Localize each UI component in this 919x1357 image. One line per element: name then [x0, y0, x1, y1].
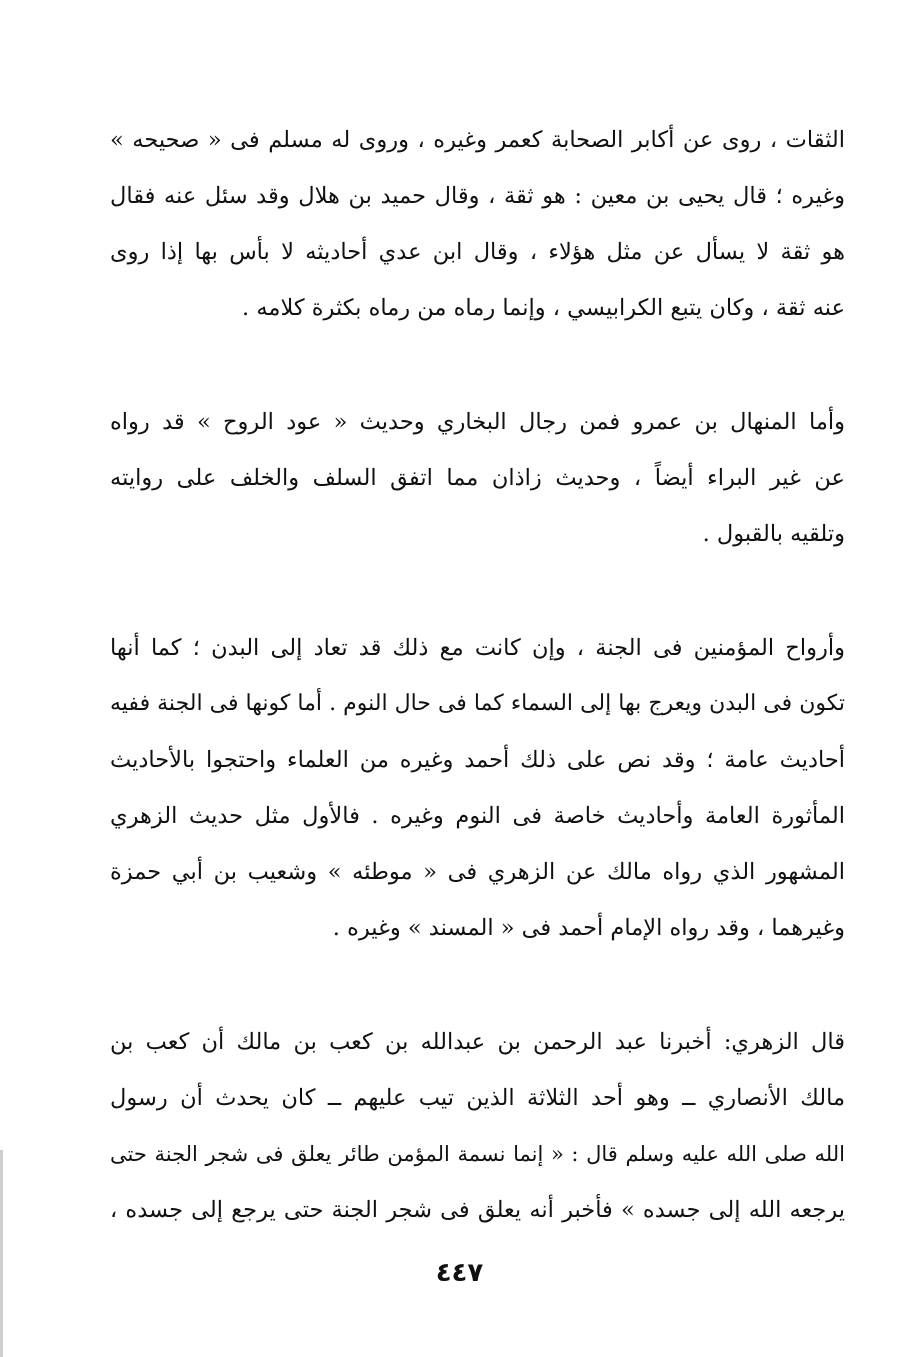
- text-line: هو ثقة لا يسأل عن مثل هؤلاء ، وقال ابن عدي أحاديثه لا بأس بها إذا روى: [110, 239, 845, 265]
- text-line: وأرواح المؤمنين فى الجنة ، وإن كانت مع ذلك قد تعاد إلى البدن ؛ كما أنها: [110, 635, 845, 661]
- paragraph-1: [110, 112, 845, 336]
- text-line: يرجعه الله إلى جسده » فأخبر أنه يعلق فى شجر الجنة حتى يرجع إلى جسده ،: [110, 1197, 845, 1223]
- body-text: [110, 112, 845, 1296]
- text-line: عن غير البراء أيضاً ، وحديث زاذان مما اتفق السلف والخلف على روايته: [110, 465, 845, 491]
- text-line: الله صلى الله عليه وسلم قال : « إنما نسمة المؤمن طائر يعلق فى شجر الجنة حتى: [110, 1142, 845, 1166]
- text-line: وغيره ؛ قال يحيى بن معين : هو ثقة ، وقال حميد بن هلال وقد سئل عنه فقال: [110, 183, 845, 209]
- text-line: تكون فى البدن ويعرج بها إلى السماء كما فى حال النوم . أما كونها فى الجنة ففيه: [110, 691, 845, 716]
- page-edge-shadow: [0, 1150, 3, 1357]
- text-line: مالك الأنصاري ــ وهو أحد الثلاثة الذين تيب عليهم ــ كان يحدث أن رسول: [110, 1085, 845, 1111]
- text-line: وغيرهما ، وقد رواه الإمام أحمد فى « المسند » وغيره .: [332, 915, 845, 941]
- text-line: الثقات ، روى عن أكابر الصحابة كعمر وغيره ، وروى له مسلم فى « صحيحه »: [110, 127, 845, 153]
- text-line: وأما المنهال بن عمرو فمن رجال البخاري وحديث « عود الروح » قد رواه: [110, 409, 845, 435]
- page-number: ٤٤٧: [435, 1258, 484, 1288]
- text-line: وتلقيه بالقبول .: [702, 521, 845, 547]
- paragraph-4: [110, 1014, 845, 1238]
- text-line: المأثورة العامة وأحاديث خاصة فى النوم وغيره . فالأول مثل حديث الزهري: [110, 803, 845, 829]
- text-line: قال الزهري: أخبرنا عبد الرحمن بن عبدالله بن كعب بن مالك أن كعب بن: [110, 1029, 845, 1055]
- text-line: المشهور الذي رواه مالك عن الزهري فى « موطئه » وشعيب بن أبي حمزة: [110, 859, 845, 885]
- text-line: عنه ثقة ، وكان يتبع الكرابيسي ، وإنما رماه من رماه بكثرة كلامه .: [242, 295, 845, 321]
- paragraph-2: [110, 394, 845, 562]
- paragraph-3: [110, 620, 845, 956]
- text-line: أحاديث عامة ؛ وقد نص على ذلك أحمد وغيره من العلماء واحتجوا بالأحاديث: [110, 747, 845, 773]
